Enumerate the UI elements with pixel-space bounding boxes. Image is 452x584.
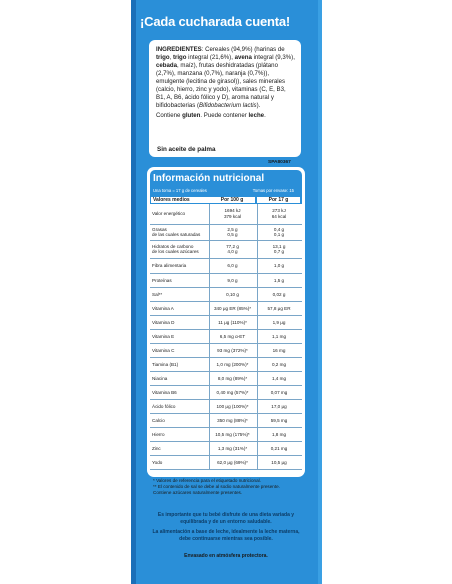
value-per-100g-line: 11 μg (110%)* xyxy=(218,319,247,325)
ingredient-segment: cebada xyxy=(156,62,178,69)
ingredient-segment: integral (21,6%), xyxy=(186,54,235,61)
nutrient-label xyxy=(152,302,207,311)
ingredients-text xyxy=(156,46,296,110)
value-per-17g-line: 59,5 mg xyxy=(270,417,288,423)
nutrient-label xyxy=(152,428,207,437)
value-per-100g-line: 62,0 μg (69%)* xyxy=(217,459,248,465)
nutrient-label-line: Proteínas xyxy=(152,277,172,283)
nutrient-label-line: Valor energético xyxy=(152,211,186,217)
nutrient-label-line: Niacina xyxy=(152,375,168,381)
value-per-17g-line: 1,1 mg xyxy=(271,333,287,339)
value-per-17g-line: 0,21 mg xyxy=(270,445,288,451)
value-per-17g xyxy=(257,400,300,413)
nutrition-row xyxy=(150,241,302,259)
value-per-100g xyxy=(209,358,255,371)
value-per-17g-line: 1,0 g xyxy=(273,263,285,269)
serving-size: Una toma = 17 g de cereales xyxy=(153,188,207,193)
nutrient-label xyxy=(152,358,207,367)
allergen-milk: leche xyxy=(248,112,265,119)
footnote: Contiene azúcares naturalmente presentes. xyxy=(153,489,243,495)
ingredient-segment: , maíz), frutas deshidratadas (plátano (2,7%), manzana (0,7%), naranja (0,7%)), emulgente (lecitina de girasol)), sales minerales (calcio, hierro, zinc y yodo), vitaminas (C, E, B3, B1, A, B6, ácido fólico y D), aroma natural y bifidobacterias ( xyxy=(156,62,286,109)
value-per-100g xyxy=(209,316,255,329)
value-per-17g xyxy=(257,456,300,469)
nutrient-label-line: Vitamina D xyxy=(152,319,175,325)
nutrient-label xyxy=(152,344,207,353)
nutrient-label xyxy=(152,400,207,409)
nutrient-label xyxy=(152,274,207,283)
nutrient-label-line: Fibra alimentaria xyxy=(152,263,187,269)
value-per-100g xyxy=(209,204,255,224)
value-per-100g-line: 77,2 g xyxy=(226,243,239,249)
value-per-100g xyxy=(209,428,255,441)
nutrient-label-line: Tiamina (B1) xyxy=(152,361,179,367)
value-per-100g-line: 2,5 g xyxy=(227,226,238,232)
nutrition-row xyxy=(150,400,302,414)
value-per-17g-line: 16 mg xyxy=(272,347,286,353)
ingredient-segment: avena xyxy=(234,54,252,61)
value-per-17g xyxy=(257,288,300,301)
nutrient-label-line: Vitamina E xyxy=(152,333,175,339)
allergen-statement xyxy=(156,112,296,120)
contains-mid: . Puede contener xyxy=(200,112,249,119)
nutrient-label xyxy=(152,372,207,381)
nutrient-label-line: Vitamina C xyxy=(152,347,175,353)
value-per-100g-line: 6,0 g xyxy=(227,263,238,269)
contains-prefix: Contiene xyxy=(156,112,183,119)
nutrition-row xyxy=(150,316,302,330)
value-per-17g xyxy=(257,302,300,315)
nutrition-row xyxy=(150,288,302,302)
value-per-100g xyxy=(209,241,255,258)
value-per-17g-line: 0,07 mg xyxy=(270,389,288,395)
nutrition-row xyxy=(150,372,302,386)
value-per-17g xyxy=(257,225,300,240)
ingredient-segment: integral (9,3%), xyxy=(251,54,295,61)
value-per-100g xyxy=(209,225,255,240)
value-per-17g-line: 0,7 g xyxy=(273,249,285,255)
value-per-17g xyxy=(257,442,300,455)
value-per-100g-line: 1,0 mg (200%)* xyxy=(216,361,249,367)
value-per-17g xyxy=(257,414,300,427)
ingredient-segment: trigo xyxy=(172,54,187,61)
value-per-100g xyxy=(209,456,255,469)
footnote: ** El contenido de sal se debe al sodio naturalmente presente. xyxy=(153,483,280,489)
value-per-17g-line: 17,0 μg xyxy=(271,403,287,409)
value-per-17g-line: 273 kJ xyxy=(272,208,286,214)
contains-post: . xyxy=(264,112,266,119)
nutrient-label-line: Zinc xyxy=(152,445,161,451)
nutrient-label-line: Vitamina B6 xyxy=(152,389,177,395)
value-per-17g xyxy=(257,428,300,441)
value-per-17g xyxy=(257,330,300,343)
value-per-100g-line: 0,5 g xyxy=(227,232,238,238)
value-per-17g xyxy=(257,274,300,287)
ingredient-segment: : Cereales (94,9%) (harinas de xyxy=(201,46,285,53)
column-header-row xyxy=(150,196,302,204)
value-per-100g-line: 4,0 g xyxy=(227,249,238,255)
footnote: * Valores de referencia para el etiquetado nutricional. xyxy=(153,478,261,483)
nutrition-row xyxy=(150,358,302,372)
nutrient-label xyxy=(152,204,207,217)
value-per-100g-line: 100 μg (100%)* xyxy=(216,403,249,409)
value-per-17g-line: 1,4 mg xyxy=(271,375,287,381)
nutrition-table xyxy=(147,167,305,477)
value-per-100g xyxy=(209,372,255,385)
value-per-100g xyxy=(209,386,255,399)
value-per-100g-line: 340 μg ER (85%)* xyxy=(213,305,252,311)
value-per-17g-line: 57,8 μg ER xyxy=(267,305,291,311)
value-per-17g xyxy=(257,204,300,224)
nutrient-label-line: Hidratos de carbono xyxy=(152,243,194,249)
value-per-100g-line: 1694 kJ xyxy=(224,208,241,214)
box-spine xyxy=(318,0,322,584)
ingredients-box xyxy=(149,40,301,157)
nutrition-row xyxy=(150,414,302,428)
nutrition-row xyxy=(150,330,302,344)
value-per-100g xyxy=(209,330,255,343)
ingredient-segment: trigo xyxy=(156,54,170,61)
advice-paragraph: La alimentación a base de leche, idealmente la leche materna, debe continuarse mientras sea posible. xyxy=(152,529,300,542)
value-per-100g-line: 8,0 mg (89%)* xyxy=(217,375,248,381)
headline: ¡Cada cucharada cuenta! xyxy=(140,14,291,29)
advice-paragraph: Es importante que tu bebé disfrute de una dieta variada y equilibrada y de un entorno saludable. xyxy=(157,512,295,525)
value-per-17g-line: 1,9 μg xyxy=(272,319,286,325)
ingredient-segment: Bifidobacterium lactis xyxy=(199,102,257,109)
nutrition-row xyxy=(150,428,302,442)
value-per-100g xyxy=(209,302,255,315)
nutrient-label xyxy=(152,414,207,423)
column-header-per-17g: Por 17 g xyxy=(257,197,300,203)
nutrition-row xyxy=(150,302,302,316)
value-per-17g xyxy=(257,259,300,273)
nutrient-label xyxy=(152,241,207,255)
value-per-100g-line: 350 mg (88%)* xyxy=(217,417,248,423)
value-per-100g-line: 6,5 mg α-ET xyxy=(219,333,246,339)
nutrient-label xyxy=(152,316,207,325)
value-per-17g-line: 13,1 g xyxy=(272,243,286,249)
value-per-100g xyxy=(209,442,255,455)
panel-left-edge xyxy=(131,0,136,584)
value-per-17g-line: 0,1 g xyxy=(273,232,285,238)
nutrition-row xyxy=(150,274,302,288)
value-per-17g-line: 1,8 mg xyxy=(271,431,287,437)
nutrient-label xyxy=(152,456,207,465)
value-per-17g xyxy=(257,358,300,371)
nutrition-row xyxy=(150,204,302,225)
value-per-100g-line: 1,3 mg (31%)* xyxy=(217,445,248,451)
nutrition-rows xyxy=(150,204,302,470)
nutrition-header xyxy=(150,170,302,204)
value-per-17g xyxy=(257,386,300,399)
nutrient-label-line: Grasas xyxy=(152,226,167,232)
nutrient-label xyxy=(152,225,207,238)
column-header-values: Valores medios xyxy=(151,197,211,203)
value-per-17g xyxy=(257,241,300,258)
value-per-17g-line: 0,4 g xyxy=(273,226,285,232)
value-per-100g xyxy=(209,274,255,287)
value-per-100g xyxy=(209,288,255,301)
nutrient-label xyxy=(152,259,207,269)
nutrient-label xyxy=(152,386,207,395)
nutrient-label-line: Hierro xyxy=(152,431,165,437)
ingredient-segment: , xyxy=(169,54,173,61)
nutrition-row xyxy=(150,456,302,470)
footnotes xyxy=(153,478,303,495)
value-per-100g-line: 0,40 mg (57%)* xyxy=(216,389,249,395)
nutrient-label-line: Vitamina A xyxy=(152,305,174,311)
value-per-100g-line: 379 kcal xyxy=(223,213,242,219)
value-per-100g-line: 93 mg (372%)* xyxy=(217,347,248,353)
value-per-17g-line: 10,5 μg xyxy=(271,459,287,465)
nutrient-label-line: de las cuales saturadas xyxy=(152,232,201,238)
servings-per-pack: Tomas por envase: 15 xyxy=(252,188,294,193)
nutrition-title: Información nutricional xyxy=(153,173,265,184)
feeding-advice xyxy=(146,512,306,546)
packaging-note: Envasado en atmósfera protectora. xyxy=(184,553,268,559)
value-per-100g xyxy=(209,344,255,357)
nutrient-label-line: Ácido fólico xyxy=(152,403,176,409)
nutrition-row xyxy=(150,442,302,456)
ingredient-segment: ). xyxy=(256,102,261,109)
nutrient-label-line: de los cuales azúcares xyxy=(152,249,199,255)
nutrient-label xyxy=(152,442,207,451)
column-header-per-100g: Por 100 g xyxy=(209,197,255,203)
nutrition-row xyxy=(150,259,302,274)
value-per-17g xyxy=(257,372,300,385)
value-per-100g-line: 10,5 mg (175%)* xyxy=(215,431,250,437)
nutrient-label-line: Yodo xyxy=(152,459,163,465)
value-per-100g-line: 0,10 g xyxy=(226,291,239,297)
value-per-17g-line: 0,02 g xyxy=(272,291,286,297)
product-code: SPA80367 xyxy=(268,160,291,165)
nutrient-label-line: Sal** xyxy=(152,291,163,297)
value-per-17g xyxy=(257,316,300,329)
nutrition-row xyxy=(150,225,302,241)
value-per-17g xyxy=(257,344,300,357)
nutrition-row xyxy=(150,386,302,400)
value-per-17g-line: 64 kcal xyxy=(271,213,287,219)
value-per-100g xyxy=(209,400,255,413)
value-per-100g xyxy=(209,414,255,427)
value-per-100g-line: 9,0 g xyxy=(227,277,238,283)
allergen-gluten: gluten xyxy=(182,112,201,119)
value-per-17g-line: 0,2 mg xyxy=(271,361,287,367)
palm-oil-free-claim: Sin aceite de palma xyxy=(157,146,216,153)
nutrient-label xyxy=(152,288,207,297)
value-per-17g-line: 1,5 g xyxy=(273,277,285,283)
value-per-100g xyxy=(209,259,255,273)
nutrient-label-line: Calcio xyxy=(152,417,165,423)
ingredient-segment: INGREDIENTES xyxy=(156,46,202,53)
nutrient-label xyxy=(152,330,207,339)
nutrition-row xyxy=(150,344,302,358)
